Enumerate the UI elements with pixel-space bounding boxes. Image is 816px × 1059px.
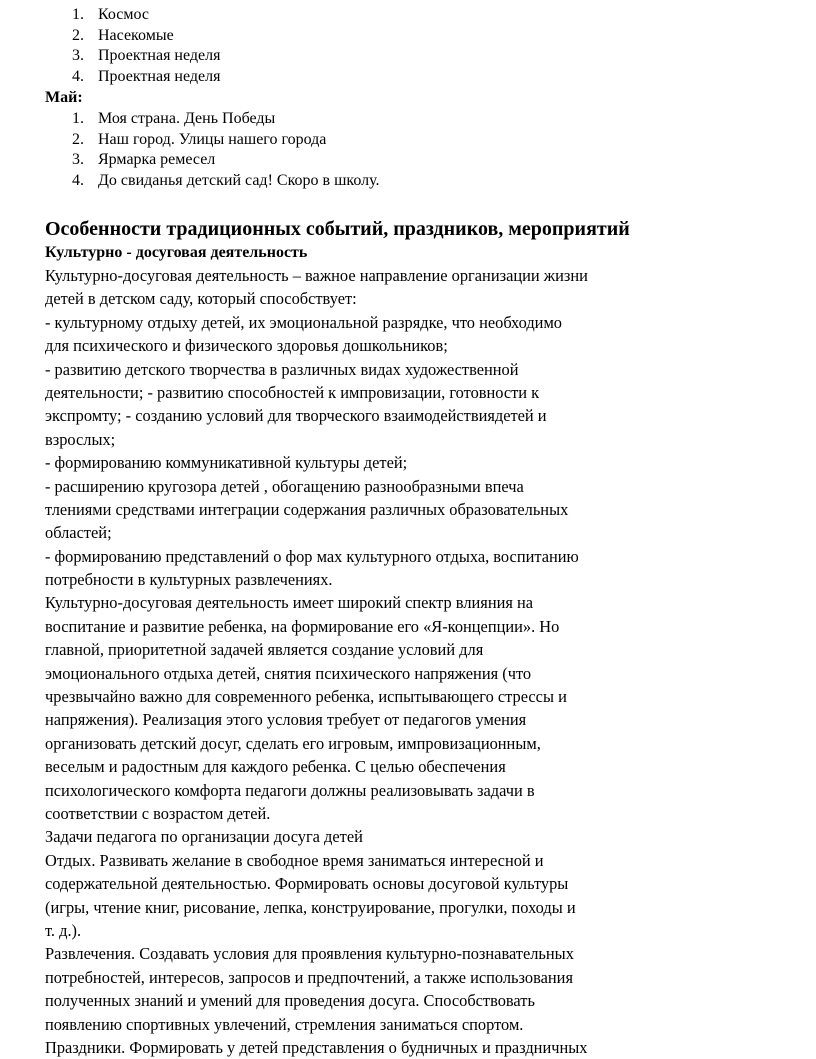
list-item-text: Наш город. Улицы нашего города <box>98 130 327 148</box>
body-line: организовать детский досуг, сделать его игровым, импровизационным, <box>45 733 541 753</box>
body-line: - культурному отдыху детей, их эмоциональной разрядке, что необходимо <box>45 312 563 332</box>
body-line: главной, приоритетной задачей является создание условий для <box>45 640 484 660</box>
theme-list-top <box>72 5 220 87</box>
list-item-number: 1. <box>72 110 84 127</box>
list-item-number: 3. <box>72 47 84 64</box>
list-item-text: Космос <box>98 6 149 23</box>
body-line: - развитию детского творчества в различных видах художественной <box>45 359 519 379</box>
list-item-number: 1. <box>72 6 84 23</box>
body-line: - формированию представлений о фор мах культурного отдыха, воспитанию <box>45 546 579 566</box>
body-line: появлению спортивных увлечений, стремления заниматься спортом. <box>45 1014 524 1034</box>
body-line: чрезвычайно важно для современного ребенка, испытывающего стрессы и <box>45 687 567 707</box>
body-line: Отдых. Развивать желание в свободное время заниматься интересной и <box>45 850 544 870</box>
body-line: (игры, чтение книг, рисование, лепка, конструирование, прогулки, походы и <box>45 897 576 917</box>
body-text <box>45 264 785 1059</box>
body-line: воспитание и развитие ребенка, на формирование его «Я-концепции». Но <box>45 616 560 636</box>
body-line: соответствии с возрастом детей. <box>45 803 271 823</box>
body-line: Задачи педагога по организации досуга детей <box>45 827 363 847</box>
list-item <box>72 67 220 88</box>
body-line: потребностей, интересов, запросов и предпочтений, а также использования <box>45 967 573 987</box>
list-item <box>72 130 380 151</box>
list-item-number: 2. <box>72 130 84 148</box>
list-item <box>72 150 380 171</box>
body-line: веселым и радостным для каждого ребенка. С целью обеспечения <box>45 757 506 777</box>
list-item-text: Ярмарка ремесел <box>98 151 216 168</box>
body-line: для психического и физического здоровья дошкольников; <box>45 336 448 356</box>
body-line: полученных знаний и умений для проведения досуга. Способствовать <box>45 991 535 1011</box>
subsection-title: Культурно - досуговая деятельность <box>45 244 308 261</box>
body-line: содержательной деятельностью. Формировать основы досуговой культуры <box>45 874 569 894</box>
list-item-text: Проектная неделя <box>98 67 221 85</box>
body-line: напряжения). Реализация этого условия требует от педагогов умения <box>45 710 527 730</box>
list-item-text: Моя страна. День Победы <box>98 110 276 127</box>
body-line: областей; <box>45 523 112 543</box>
list-item <box>72 5 220 26</box>
list-item-text: Насекомые <box>98 26 174 44</box>
body-line: - расширению кругозора детей , обогащению разнообразными впеча <box>45 476 524 496</box>
list-item-number: 2. <box>72 26 84 44</box>
list-item <box>72 109 380 130</box>
list-item-number: 4. <box>72 171 84 189</box>
body-line: психологического комфорта педагоги должны реализовывать задачи в <box>45 780 535 800</box>
month-heading-may: Май: <box>45 89 83 106</box>
list-item <box>72 26 220 47</box>
body-line: - формированию коммуникативной культуры детей; <box>45 453 408 473</box>
list-item-number: 4. <box>72 67 84 85</box>
list-item <box>72 171 380 192</box>
body-line: эмоционального отдыха детей, снятия психического напряжения (что <box>45 663 532 683</box>
body-line: Развлечения. Создавать условия для проявления культурно-познавательных <box>45 944 574 964</box>
list-item <box>72 46 220 67</box>
body-line: т. д.). <box>45 920 82 940</box>
list-item-number: 3. <box>72 151 84 168</box>
body-line: экспромту; - созданию условий для творческого взаимодействиядетей и <box>45 406 547 426</box>
body-line: Культурно-досуговая деятельность – важное направление организации жизни <box>45 266 588 285</box>
list-item-text: Проектная неделя <box>98 47 221 64</box>
body-line: Культурно-досуговая деятельность имеет широкий спектр влияния на <box>45 593 534 613</box>
body-line: взрослых; <box>45 429 116 449</box>
list-item-text: До свиданья детский сад! Скоро в школу. <box>98 171 380 189</box>
body-line: потребности в культурных развлечениях. <box>45 570 333 590</box>
body-line: Праздники. Формировать у детей представления о будничных и праздничных <box>45 1037 588 1057</box>
theme-list-may <box>72 109 380 191</box>
body-line: детей в детском саду, который способствует: <box>45 289 357 309</box>
body-line: деятельности; - развитию способностей к импровизации, готовности к <box>45 382 540 402</box>
section-title: Особенности традиционных событий, праздников, мероприятий <box>45 218 630 240</box>
body-line: тлениями средствами интеграции содержания различных образовательных <box>45 499 569 519</box>
